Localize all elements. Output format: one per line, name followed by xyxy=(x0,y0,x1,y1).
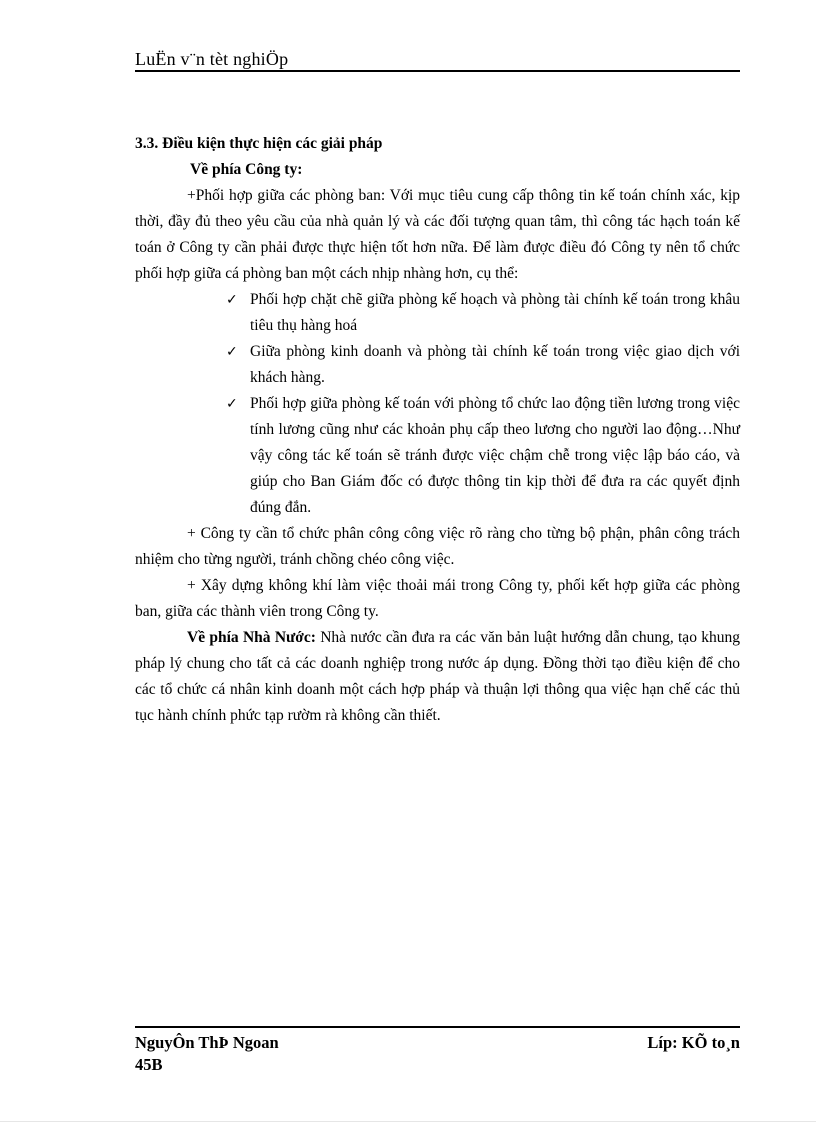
checkmark-icon: ✓ xyxy=(226,396,238,412)
footer-author: NguyÔn ThÞ Ngoan xyxy=(135,1033,279,1052)
footer-class-label: Líp: KÕ to¸n xyxy=(647,1033,740,1052)
page-header xyxy=(135,48,740,72)
page-footer xyxy=(135,1026,740,1076)
checklist xyxy=(135,287,740,521)
list-item xyxy=(226,391,740,521)
page-edge-divider xyxy=(0,1121,816,1122)
intro-paragraph: +Phối hợp giữa các phòng ban: Với mục tiêu cung cấp thông tin kế toán chính xác, kịp thời, đầy đủ theo yêu cầu của nhà quản lý và các đối tượng quan tâm, thì công tác hạch toán kế toán ở Công ty cần phải được thực hiện tốt hơn nữa. Để làm được điều đó Công ty nên tổ chức phối hợp giữa cá phòng ban một cách nhịp nhàng hơn, cụ thể: xyxy=(135,187,740,282)
state-text: Nhà nước cần đưa ra các văn bản luật hướng dẫn chung, tạo khung pháp lý chung cho tất cả các doanh nghiệp trong nước áp dụng. Đồng thời tạo điều kiện để cho các tổ chức cá nhân kinh doanh một cách hợp pháp và thuận lợi thông qua việc hạn chế các thủ tục hành chính phức tạp rườm rà không cần thiết. xyxy=(135,629,740,724)
assign-paragraph: + Công ty cần tổ chức phân công công việc rõ ràng cho từng bộ phận, phân công trách nhiệm cho từng người, tránh chồng chéo công việc. xyxy=(135,525,740,568)
checkmark-icon: ✓ xyxy=(226,344,238,360)
list-item xyxy=(226,339,740,391)
list-item-text: Giữa phòng kinh doanh và phòng tài chính kế toán trong việc giao dịch với khách hàng. xyxy=(250,343,740,386)
list-item-text: Phối hợp chặt chẽ giữa phòng kế hoạch và phòng tài chính kế toán trong khâu tiêu thụ hàng hoá xyxy=(250,291,740,334)
company-heading: Về phía Công ty: xyxy=(190,161,303,178)
footer-class-code: 45B xyxy=(135,1055,163,1074)
state-heading: Về phía Nhà Nước: xyxy=(187,629,316,646)
header-title: LuËn v¨n tèt nghiÖp xyxy=(135,49,289,69)
list-item-text: Phối hợp giữa phòng kế toán với phòng tổ chức lao động tiền lương trong việc tính lương cũng như các khoản phụ cấp theo lương cho người lao động…Như vậy công tác kế toán sẽ tránh được việc chậm chễ trong việc lập báo cáo, và giúp cho Ban Giám đốc có được thông tin kịp thời để đưa ra các quyết định đúng đắn. xyxy=(250,395,740,516)
checkmark-icon: ✓ xyxy=(226,292,238,308)
state-paragraph xyxy=(135,625,740,729)
climate-paragraph: + Xây dựng không khí làm việc thoải mái trong Công ty, phối kết hợp giữa các phòng ban, giữa các thành viên trong Công ty. xyxy=(135,577,740,620)
document-body xyxy=(135,131,740,729)
section-title: 3.3. Điều kiện thực hiện các giải pháp xyxy=(135,135,383,152)
list-item xyxy=(226,287,740,339)
